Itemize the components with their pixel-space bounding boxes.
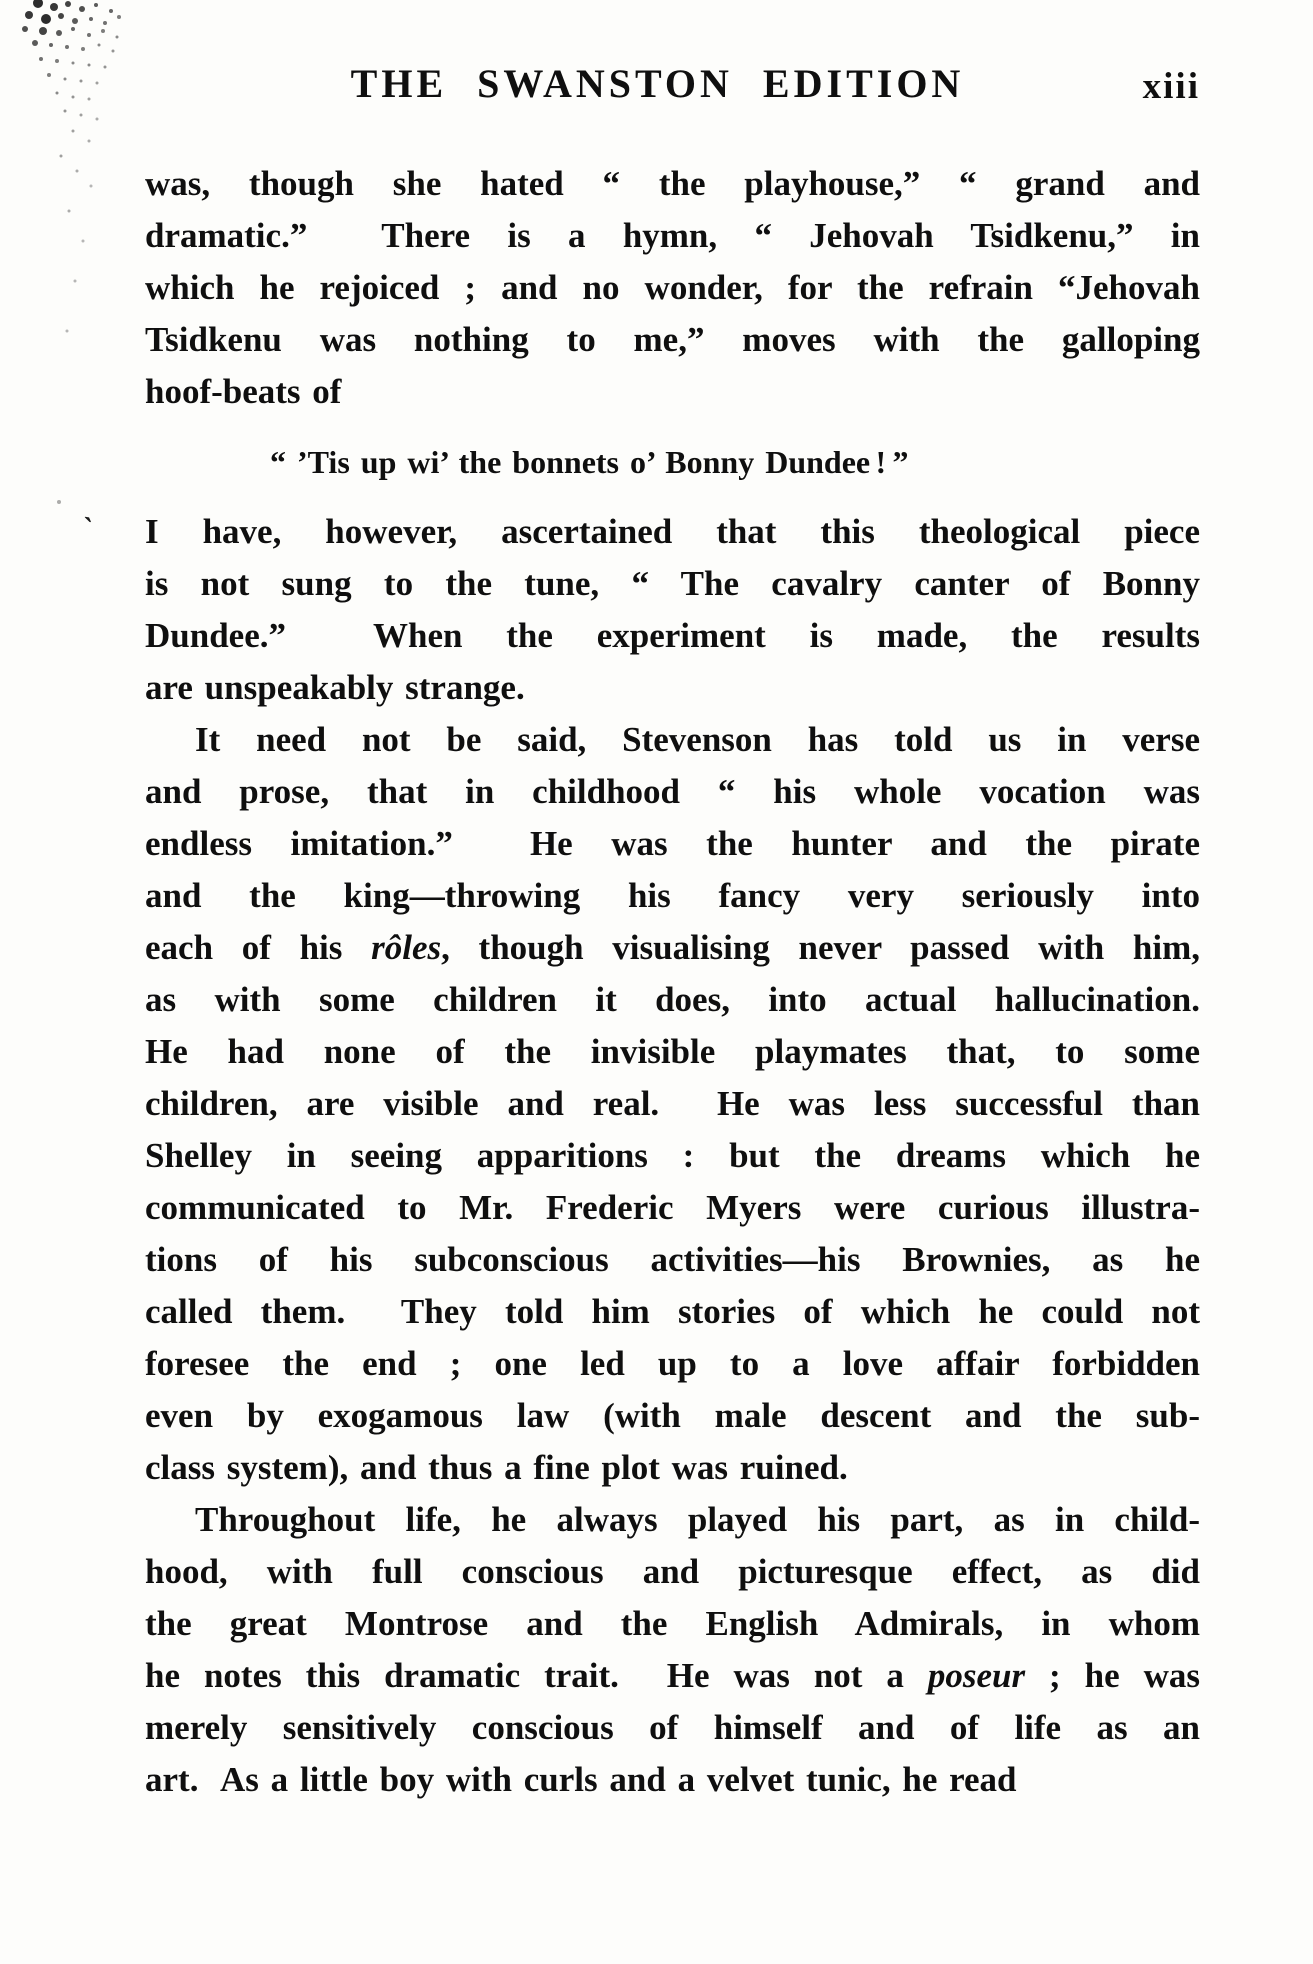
text-line: merely sensitively conscious of himself and of life as an [145,1708,1200,1747]
text-line: He had none of the invisible playmates that, to some [145,1032,1200,1071]
text-line: and prose, that in childhood “ his whole vocation was [145,772,1200,811]
text-line: “ ’Tis up wi’ the bonnets o’ Bonny Dundee ! ” [270,444,909,480]
text-line: was, though she hated “ the playhouse,” “ grand and [145,164,1200,203]
paragraph [145,506,1200,714]
text-line: Throughout life, he always played his part, as in child- [195,1500,1200,1539]
text-line: class system), and thus a fine plot was ruined. [145,1448,848,1487]
page-text [145,158,1200,1806]
verse-quote [145,436,1200,488]
running-title: THE SWANSTON EDITION [350,61,965,106]
text-line: hoof-beats of [145,372,342,411]
text-line: I have, however, ascertained that this theological piece [145,512,1200,551]
text-line: called them. They told him stories of which he could not [145,1292,1200,1331]
text-line: endless imitation.” He was the hunter and the pirate [145,824,1200,863]
text-line: the great Montrose and the English Admirals, in whom [145,1604,1200,1643]
text-line: art. As a little boy with curls and a velvet tunic, he read [145,1760,1017,1799]
text-line: dramatic.” There is a hymn, “ Jehovah Tsidkenu,” in [145,216,1200,255]
text-line: Tsidkenu was nothing to me,” moves with the galloping [145,320,1200,359]
text-line: hood, with full conscious and picturesque effect, as did [145,1552,1200,1591]
text-line: tions of his subconscious activities—his Brownies, as he [145,1240,1200,1279]
text-line: as with some children it does, into actual hallucination. [145,980,1200,1019]
stray-pen-mark: ` [79,511,95,546]
text-line: Shelley in seeing apparitions : but the dreams which he [145,1136,1200,1175]
text-line: which he rejoiced ; and no wonder, for the refrain “Jehovah [145,268,1200,307]
text-line: Dundee.” When the experiment is made, the results [145,616,1200,655]
text-line: each of his rôles, though visualising never passed with him, [145,928,1200,967]
text-line: children, are visible and real. He was less successful than [145,1084,1200,1123]
text-line: and the king—throwing his fancy very seriously into [145,876,1200,915]
page-number: xiii [1142,66,1200,107]
paragraph [145,1494,1200,1806]
text-line: are unspeakably strange. [145,668,525,707]
text-line: It need not be said, Stevenson has told us in verse [195,720,1200,759]
text-line: is not sung to the tune, “ The cavalry canter of Bonny [145,564,1200,603]
paragraph [145,714,1200,1494]
text-line: he notes this dramatic trait. He was not a poseur ; he was [145,1656,1200,1695]
text-line: foresee the end ; one led up to a love affair forbidden [145,1344,1200,1383]
text-line: communicated to Mr. Frederic Myers were curious illustra- [145,1188,1200,1227]
paragraph [145,158,1200,418]
page-header [145,60,1200,110]
text-line: even by exogamous law (with male descent and the sub- [145,1396,1200,1435]
